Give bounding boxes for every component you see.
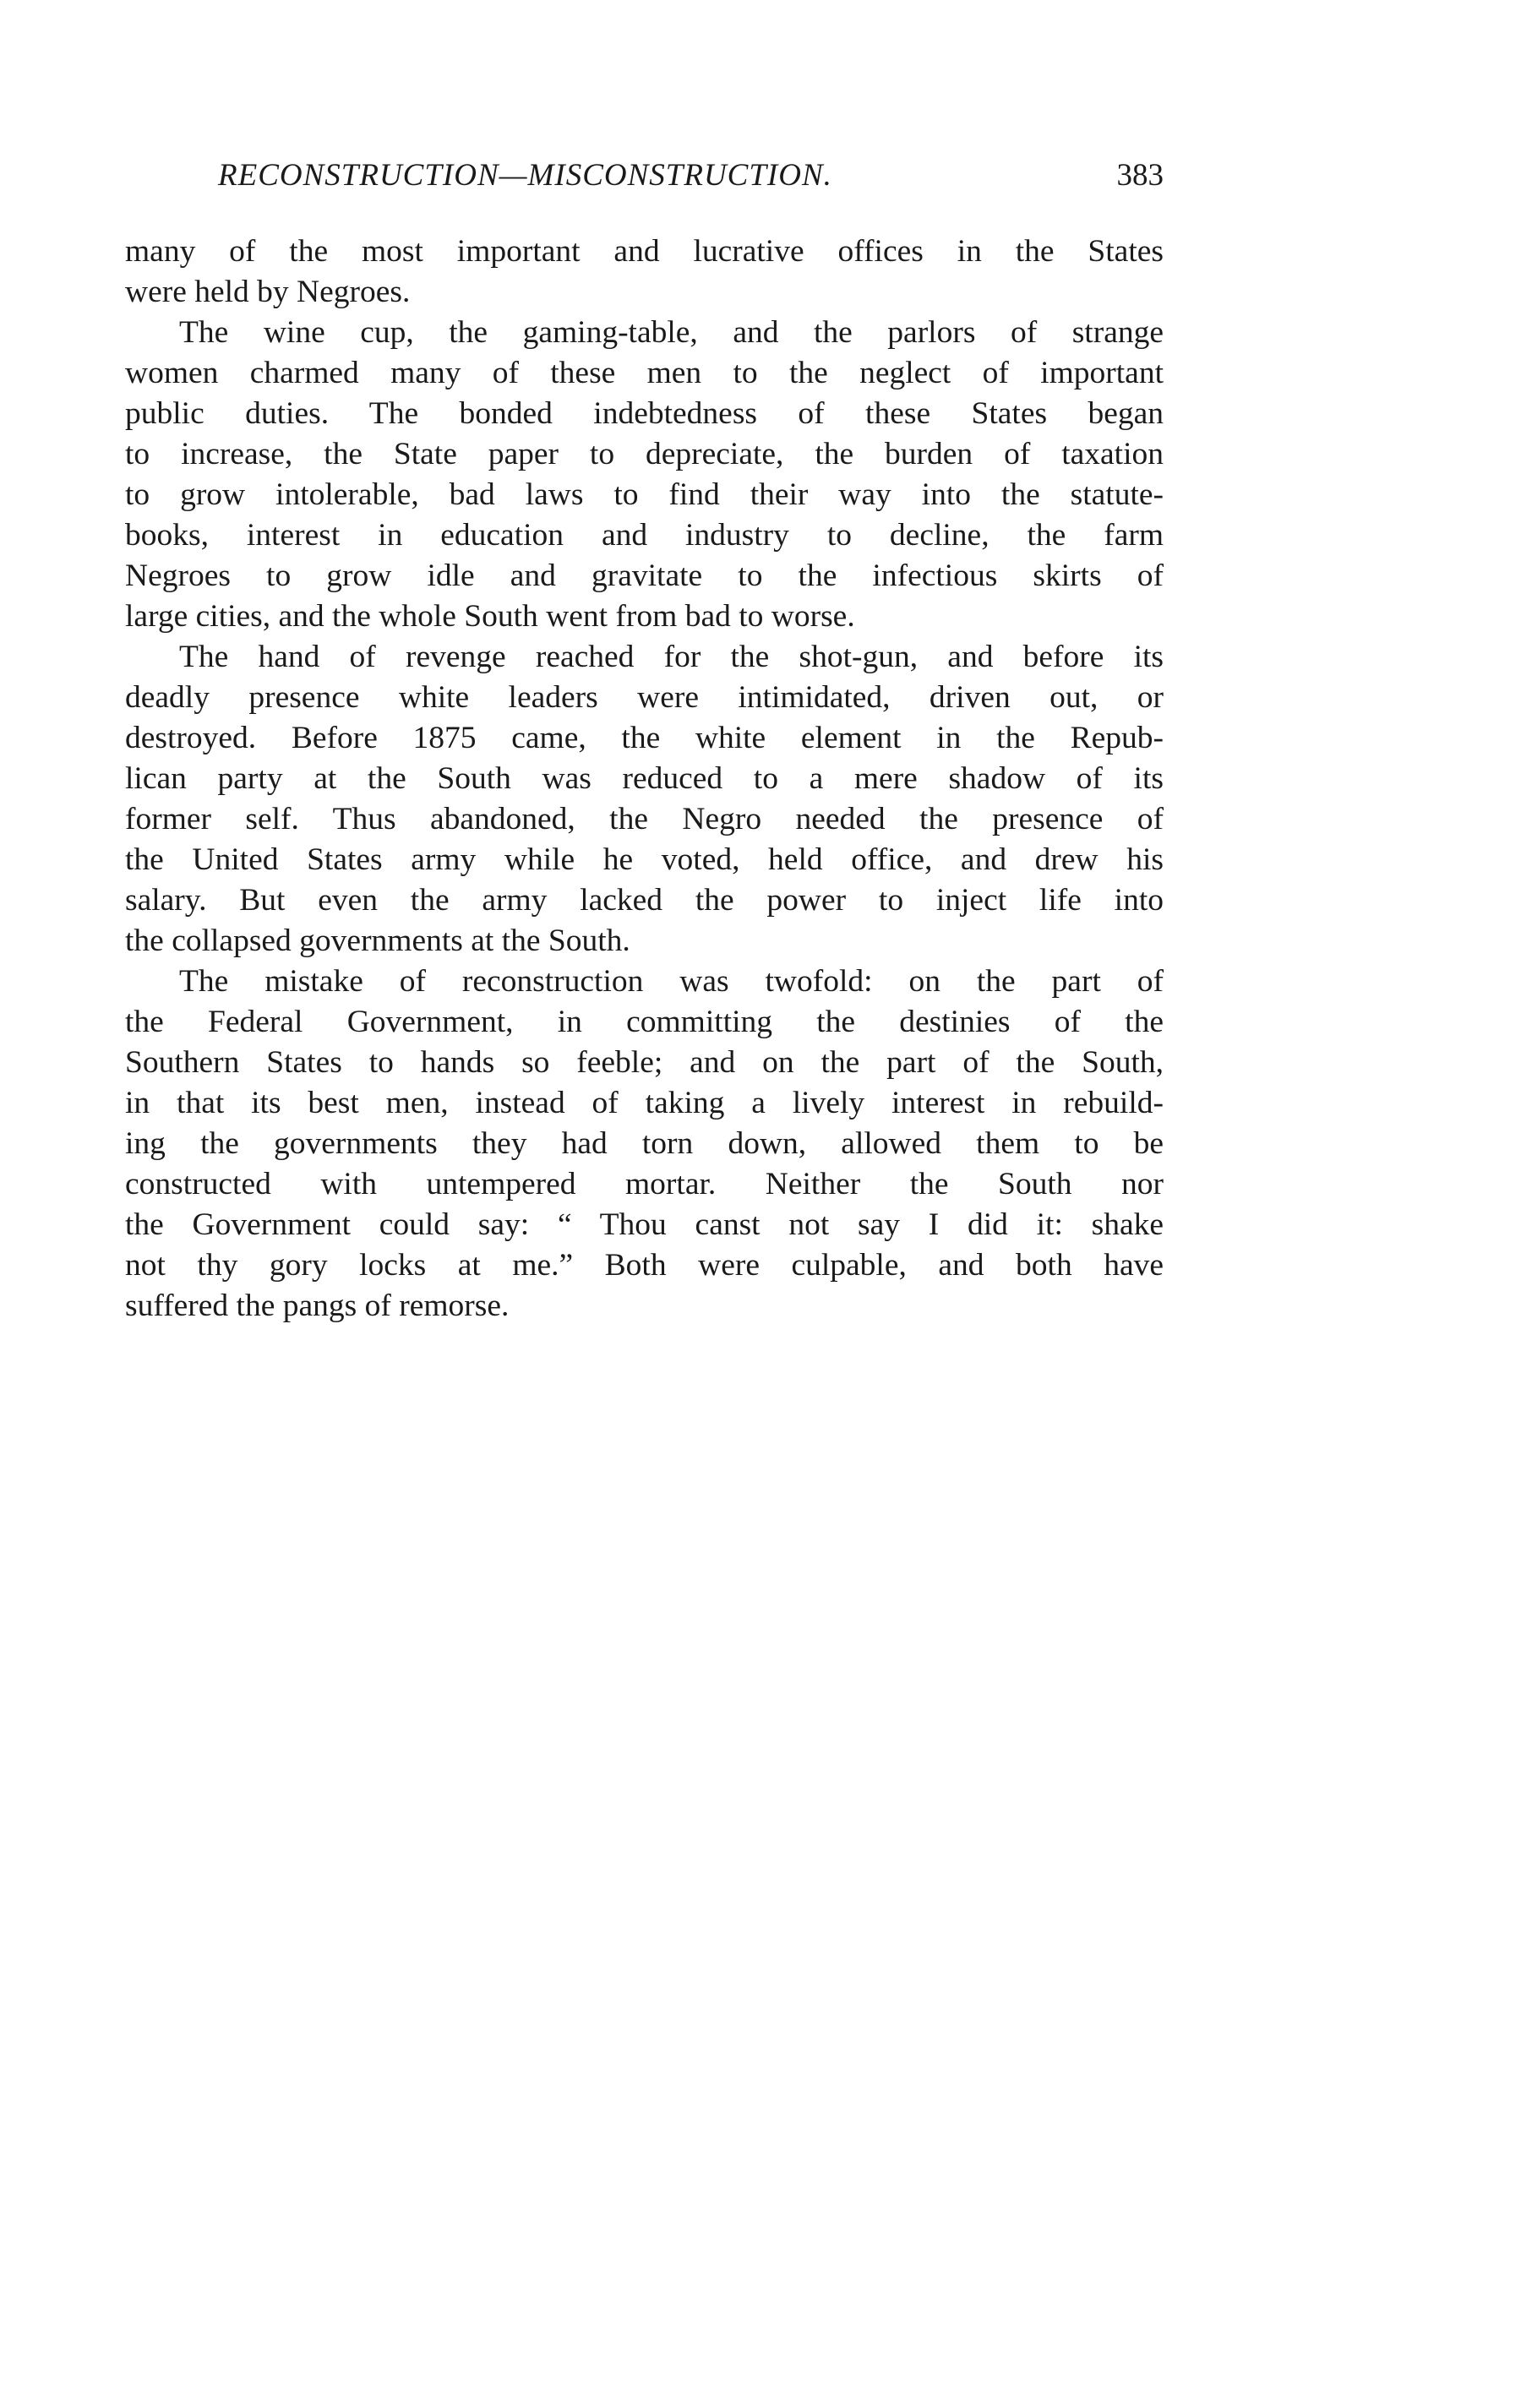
text-line: public duties. The bonded indebtedness of these States began: [125, 396, 1164, 431]
text-line: to grow intolerable, bad laws to find their way into the statute-: [125, 477, 1164, 512]
text-line: Southern States to hands so feeble; and on the part of the South,: [125, 1045, 1164, 1080]
text-line: suffered the pangs of remorse.: [125, 1288, 510, 1323]
text-line: salary. But even the army lacked the power to inject life into: [125, 883, 1164, 918]
page-header: [125, 157, 1164, 199]
text-line: were held by Negroes.: [125, 275, 411, 309]
text-line: The wine cup, the gaming-table, and the parlors of strange: [179, 315, 1164, 350]
text-line: many of the most important and lucrative offices in the States: [125, 234, 1164, 269]
text-line: the Government could say: “ Thou canst not say I did it: shake: [125, 1207, 1164, 1242]
text-line: in that its best men, instead of taking a lively interest in rebuild-: [125, 1086, 1164, 1120]
text-line: deadly presence white leaders were intimidated, driven out, or: [125, 680, 1164, 715]
text-line: former self. Thus abandoned, the Negro needed the presence of: [125, 802, 1164, 836]
running-title: RECONSTRUCTION—MISCONSTRUCTION.: [218, 158, 832, 193]
text-line: to increase, the State paper to depreciate, the burden of taxation: [125, 437, 1164, 471]
text-line: the Federal Government, in committing the destinies of the: [125, 1005, 1164, 1039]
text-line: not thy gory locks at me.” Both were culpable, and both have: [125, 1248, 1164, 1283]
text-line: The hand of revenge reached for the shot-gun, and before its: [179, 640, 1164, 674]
body-text: [125, 232, 1164, 1327]
text-line: books, interest in education and industry to decline, the farm: [125, 518, 1164, 553]
text-line: lican party at the South was reduced to a mere shadow of its: [125, 761, 1164, 796]
text-line: the collapsed governments at the South.: [125, 923, 630, 958]
text-line: ing the governments they had torn down, allowed them to be: [125, 1126, 1164, 1161]
text-line: The mistake of reconstruction was twofold: on the part of: [179, 964, 1164, 999]
text-line: large cities, and the whole South went from bad to worse.: [125, 599, 855, 634]
page-number: 383: [1116, 158, 1164, 193]
text-line: Negroes to grow idle and gravitate to the infectious skirts of: [125, 558, 1164, 593]
text-line: women charmed many of these men to the neglect of important: [125, 356, 1164, 390]
text-line: the United States army while he voted, held office, and drew his: [125, 842, 1164, 877]
text-line: constructed with untempered mortar. Neither the South nor: [125, 1167, 1164, 1201]
text-line: destroyed. Before 1875 came, the white element in the Repub-: [125, 721, 1164, 755]
